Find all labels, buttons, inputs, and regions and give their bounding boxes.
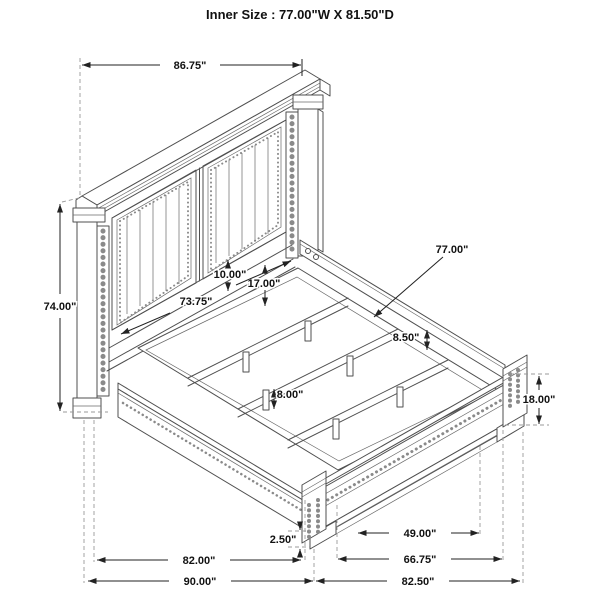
dim-label-overall-depth: 82.50" — [401, 576, 435, 588]
dim-footboard-arch-width — [358, 528, 479, 540]
dim-label-overall-width: 90.00" — [183, 576, 217, 588]
rail-bolt-hole — [306, 249, 311, 254]
dim-label-footboard-inner-width: 66.75" — [403, 554, 437, 566]
dim-footboard-base-height — [270, 522, 300, 557]
dim-label-side-rail-length: 82.00" — [182, 555, 216, 567]
dim-label-panel-to-deck-gap: 17.00" — [247, 278, 281, 290]
dim-headboard-height — [44, 204, 77, 411]
dim-label-headboard-inner-width: 73.75" — [179, 296, 213, 308]
dim-label-footboard-height: 18.00" — [522, 394, 556, 406]
dim-label-footboard-arch-width: 49.00" — [403, 528, 437, 540]
dim-label-headboard-width: 86.75" — [173, 60, 207, 72]
dim-footboard-height — [523, 376, 556, 424]
dim-label-slat-inner-width: 77.00" — [435, 244, 469, 256]
dim-label-panel-to-rail-gap: 10.00" — [213, 269, 247, 281]
headboard-left-post — [73, 208, 109, 418]
inner-size-title: Inner Size : 77.00"W X 81.50"D — [206, 7, 394, 22]
dim-label-rail-to-deck-gap: 8.50" — [392, 332, 420, 344]
dim-headboard-width — [82, 60, 301, 72]
dim-overall-width — [88, 576, 313, 588]
dim-label-headboard-height: 74.00" — [43, 301, 77, 313]
rail-bolt-hole — [314, 255, 319, 260]
dim-side-rail-length — [97, 555, 301, 567]
headboard-right-post — [286, 95, 323, 258]
dim-footboard-inner-width — [338, 554, 502, 566]
dim-overall-depth — [316, 576, 520, 588]
dim-label-footboard-base-height: 2.50" — [269, 534, 297, 546]
dim-label-slat-leg-height: 8.00" — [276, 389, 304, 401]
